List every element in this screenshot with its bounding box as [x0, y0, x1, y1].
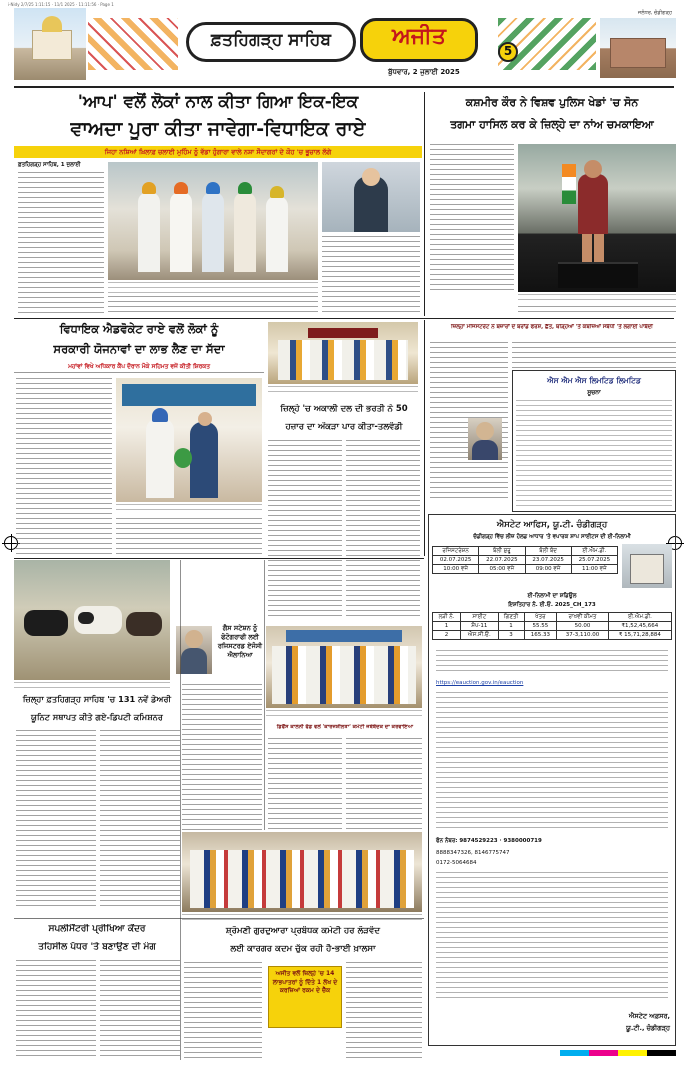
site-header: ਈ.ਐਮ.ਡੀ. — [608, 613, 671, 622]
gas-headline: ਗੈਸ ਸਟੇਸ਼ਨ ਨੂੰ ਫੋਟੋਗਰਾਫੀ ਲਈ ਰਜਿਸਟਰਡ ਏਜੰਸੀ ਐਲਾਨਿਆ — [217, 624, 263, 659]
site-cell: 55.55 — [524, 622, 557, 631]
page-number: 5 — [503, 44, 513, 58]
estate-building-photo — [622, 544, 672, 588]
estate-ad-title: ਐਸਟੇਟ ਆਫਿਸ, ਯੂ.ਟੀ. ਚੰਡੀਗੜ੍ਹ — [496, 520, 608, 530]
kendra-headline-line1: ਸਪਲੀਮੈਂਟਰੀ ਪ੍ਰੀਖਿਆ ਕੇਂਦਰ — [48, 924, 146, 934]
kendra-story-text — [16, 960, 96, 1060]
estate-schedule-table — [432, 546, 618, 574]
table-row — [433, 565, 618, 574]
schedule-header: ਈ.ਐਮ.ਡੀ. — [571, 547, 617, 556]
akali-story-text-2 — [346, 440, 420, 620]
gurdwara-headline-line1: ਸ਼੍ਰੋਮਣੀ ਗੁਰਦੁਆਰਾ ਪ੍ਰਬੰਧਕ ਕਮੇਟੀ ਹਰ ਲੋੜਵੰਦ — [225, 926, 381, 936]
advocate-headline-line1: ਵਿਧਾਇਕ ਐਡਵੋਕੇਟ ਰਾਏ ਵਲੋਂ ਲੋਕਾਂ ਨੂੰ — [59, 322, 219, 336]
schedule-cell: 22.07.2025 — [479, 556, 525, 565]
dairy-story-text — [16, 730, 96, 910]
kashmir-story-text-2 — [518, 306, 676, 316]
table-row — [433, 556, 618, 565]
schedule-cell: 11:00 ਵਜੇ — [571, 565, 617, 574]
aap-portrait-photo — [322, 162, 420, 232]
gurdwara-story-text — [184, 962, 262, 1062]
estate-terms-text-2 — [436, 692, 668, 832]
pull-quote: ਅਜੀਤ ਵਲੋਂ ਜ਼ਿਲ੍ਹੇ 'ਚ 14 ਲਾਭਪਾਤਰਾਂ ਨੂੰ ਦਿੱਤੇ 1 ਲੱਖ ਦੇ ਕਰਜ਼ਿਆਂ ਰਕਮ ਦੇ ਚੈੱਕ — [272, 970, 338, 994]
cows-photo-caption — [14, 682, 170, 690]
schedule-header: ਬੋਲੀ ਸ਼ੁਰੂ — [479, 547, 525, 556]
akali-headline-line1: ਜ਼ਿਲ੍ਹੇ 'ਚ ਅਕਾਲੀ ਦਲ ਦੀ ਭਰਤੀ ਨੇ 50 — [280, 404, 408, 414]
kashmir-medal-photo — [518, 144, 676, 292]
aap-story-text-3 — [322, 236, 420, 314]
estate-phone-2: 0172-5064684 — [436, 860, 477, 866]
estate-ad-sub: ਚੰਡੀਗੜ੍ਹ ਵਿੱਚ ਲੀਜ਼ ਹੋਲਡ ਆਧਾਰ 'ਤੇ ਵਪਾਰਕ ਸ਼ਾਪ ਸਾਈਟਸ ਦੀ ਈ-ਨਿਲਾਮੀ — [473, 534, 631, 540]
advocate-story-text — [16, 378, 112, 558]
estate-terms-text-3 — [436, 872, 668, 1002]
section-title: ਫ਼ਤਹਿਗੜ੍ਹ ਸਾਹਿਬ — [211, 30, 331, 50]
estate-url[interactable]: https://eauction.gov.in/eauction — [436, 680, 524, 686]
estate-terms-text — [436, 650, 668, 674]
estate-sign-1: ਐਸਟੇਟ ਅਫ਼ਸਰ, — [628, 1012, 670, 1020]
masthead-pattern-left — [88, 18, 178, 70]
kendra-story-text-2 — [100, 960, 180, 1060]
masthead — [0, 8, 687, 84]
schedule-cell: 10:00 ਵਜੇ — [433, 565, 479, 574]
dairy-headline-line2: ਯੂਨਿਟ ਸਥਾਪਤ ਕੀਤੇ ਗਏ-ਡਿਪਟੀ ਕਮਿਸ਼ਨਰ — [31, 712, 163, 722]
estate-phone-1: 8888347326, 8146775747 — [436, 850, 510, 856]
mm-ad-sub: ਸੂਚਨਾ — [587, 389, 601, 396]
site-header: ਗਿਣਤੀ — [498, 613, 524, 622]
kashmir-photo-caption — [518, 294, 676, 304]
aap-story-text-2 — [108, 296, 318, 314]
table-row — [433, 547, 618, 556]
table-row — [433, 622, 672, 631]
site-cell: 3 — [498, 631, 524, 640]
site-cell: 2 — [433, 631, 461, 640]
cows-photo — [14, 560, 170, 680]
aap-story-text — [18, 172, 104, 314]
site-cell: ਐਸ.ਸੀ.ਓ. — [461, 631, 498, 640]
color-bar — [560, 1050, 676, 1056]
site-header: ਰਾਖਵੀਂ ਕੀਮਤ — [557, 613, 609, 622]
schedule-cell: 02.07.2025 — [433, 556, 479, 565]
site-cell: 165.33 — [524, 631, 557, 640]
estate-table-title: ਈ-ਨਿਲਾਮੀ ਦਾ ਸ਼ਡਿਊਲ — [527, 593, 577, 599]
aap-group-photo — [108, 162, 318, 280]
site-header: ਸਾਈਟ — [461, 613, 498, 622]
monument-right-image — [600, 18, 676, 78]
mm-ad-text — [516, 400, 672, 508]
gurdwara-headline-line2: ਲਈ ਕਾਰਗਰ ਕਦਮ ਚੁੱਕ ਰਹੀ ਹੈ-ਭਾਈ ਖ਼ਾਲਸਾ — [230, 944, 376, 954]
sowing-story-text-2 — [512, 342, 676, 368]
site-header: ਲੜੀ ਨੰ. — [433, 613, 461, 622]
gurdwara-story-text-2 — [346, 962, 422, 1062]
dairy-story-text-2 — [100, 730, 180, 910]
sowing-headline: ਜ਼ਿਲ੍ਹਾ ਮੈਜਿਸਟਰੇਟ ਨੇ ਬਜ਼ਾਰਾਂ ਦੇ ਬਰਾਂਡ ਫਰਸ਼, ਛੱਤ, ਥੜ੍ਹਿਆਂ 'ਤੇ ਕਬਜ਼ਿਆਂ ਸਬੰਧੀ 'ਤੇ ਲਗਾਈ ਪਾਬੰਦੀ — [451, 324, 653, 330]
sowing-portrait-photo — [468, 418, 502, 460]
akali-headline-line2: ਹਜ਼ਾਰ ਦਾ ਅੰਕੜਾ ਪਾਰ ਕੀਤਾ-ਤਲਵੰਡੀ — [285, 422, 403, 432]
schedule-cell: 25.07.2025 — [571, 556, 617, 565]
site-header: ਖੇਤਰ — [524, 613, 557, 622]
mm-ad-title: ਐਸ ਐਮ ਐਸ ਲਿਮਟਿਡ ਲਿਮਟਿਡ — [547, 376, 641, 385]
akali-story-text — [268, 440, 342, 620]
site-cell: 50.00 — [557, 622, 609, 631]
byline-aap: ਫ਼ਤਹਿਗੜ੍ਹ ਸਾਹਿਬ, 1 ਜੁਲਾਈ — [18, 162, 81, 168]
site-cell: ₹1,52,45,664 — [608, 622, 671, 631]
akali-group-photo — [268, 322, 418, 384]
kashmir-story-text — [430, 144, 514, 292]
print-slug: i-Nidy 2/7/25 1:11:15 · 11/1 2025 · 11:11:56 · Page 1 — [8, 2, 114, 7]
advocate-strap: ਮਹਾਂਵਾਂ ਵਿਖੇ ਅਧਿਕਾਰ ਕੈਂਪ ਦੌਰਾਨ ਮੌਕੇ ਸਹਿਮਤ ਵਜੋਂ ਕੀਤੀ ਸ਼ਿਰਕਤ — [14, 362, 264, 373]
date-line: ਬੁੱਧਵਾਰ, 2 ਜੁਲਾਈ 2025 — [388, 68, 460, 76]
dairy-headline-line1: ਜ਼ਿਲ੍ਹਾ ਫ਼ਤਹਿਗੜ੍ਹ ਸਾਹਿਬ 'ਚ 131 ਨਵੇਂ ਡੇਅਰੀ — [22, 694, 172, 704]
estate-notice: ਇਸ਼ਤਿਹਾਰ ਨੰ. ਈ.ਓ. 2025_CH_173 — [508, 602, 596, 608]
kashmir-headline-line2: ਤਗਮਾ ਹਾਸਿਲ ਕਰ ਕੇ ਜ਼ਿਲ੍ਹੇ ਦਾ ਨਾਂਅ ਚਮਕਾਇਆ — [450, 118, 654, 131]
site-cell: ਸ਼ੋਪ-11 — [461, 622, 498, 631]
kashmir-headline-line1: ਕਸ਼ਮੀਰ ਕੌਰ ਨੇ ਵਿਸ਼ਵ ਪੁਲਿਸ ਖੇਡਾਂ 'ਚ ਸੋਨ — [465, 96, 639, 109]
site-cell: ₹ 15,71,28,884 — [608, 631, 671, 640]
schedule-cell: 09:00 ਵਜੇ — [525, 565, 571, 574]
advocate-headline-line2: ਸਰਕਾਰੀ ਯੋਜਨਾਵਾਂ ਦਾ ਲਾਭ ਲੈਣ ਦਾ ਸੱਦਾ — [53, 342, 225, 356]
estate-contact-line: ਫੋਨ ਨੰਬਰ: 9874529223 · 9380000719 — [436, 838, 542, 844]
paper-name: ਅਜੀਤ — [392, 24, 446, 49]
flood-committee-photo — [266, 626, 422, 708]
kendra-headline-line2: ਤਹਿਸੀਲ ਪੱਧਰ 'ਤੇ ਬਣਾਉਣ ਦੀ ਮੰਗ — [38, 942, 156, 952]
flood-headline: ਡਿਫੈਂਸ ਕਾਲੋਨੀ ਫੰਡ ਵਲੋਂ 'ਕਾਰਜਸ਼ੀਲਤਾ' ਕਮੇਟੀ ਜਥੇਬੰਦਕ ਦਾ ਕਰਵਾਇਆ — [276, 724, 414, 730]
schedule-header: ਬੋਲੀ ਬੰਦ — [525, 547, 571, 556]
gurdwara-committee-photo — [182, 832, 422, 912]
aap-headline-line1: 'ਆਪ' ਵਲੋਂ ਲੋਕਾਂ ਨਾਲ ਕੀਤਾ ਗਿਆ ਇਕ-ਇਕ — [77, 92, 359, 112]
estate-sites-table — [432, 612, 672, 640]
advocate-event-photo — [116, 378, 262, 502]
schedule-cell: 05:00 ਵਜੇ — [479, 565, 525, 574]
estate-sign-2: ਯੂ.ਟੀ., ਚੰਡੀਗੜ੍ਹ — [626, 1024, 670, 1032]
advocate-photo-caption — [116, 504, 262, 514]
gurdwara-left-image — [14, 8, 86, 80]
aap-headline-line2: ਵਾਅਦਾ ਪੂਰਾ ਕੀਤਾ ਜਾਵੇਗਾ-ਵਿਧਾਇਕ ਰਾਏ — [70, 118, 366, 140]
edition-line: ਜਲੰਧਰ, ਚੰਡੀਗੜ੍ਹ — [637, 10, 672, 16]
table-row — [433, 631, 672, 640]
site-cell: 1 — [433, 622, 461, 631]
table-row — [433, 613, 672, 622]
site-cell: 37-3,110.00 — [557, 631, 609, 640]
flood-photo-caption — [266, 710, 422, 718]
schedule-header: ਰਜਿਸਟਰੇਸ਼ਨ — [433, 547, 479, 556]
aap-photo-caption — [108, 282, 318, 294]
aap-strap: ਜਿਹਾ ਨਸ਼ਿਆਂ ਖ਼ਿਲਾਫ਼ ਚਲਾਈ ਮੁਹਿੰਮ ਨੂੰ ਵੱਡਾ ਹੁੰਗਾਰਾ ਵਾਲੇ ਨਸ਼ਾ ਸੌਦਾਗਰਾਂ ਦੇ ਕੋਹ 'ਚ ਭੂਚਾਲ ਲੱਗੇ — [14, 146, 422, 158]
advocate-story-text-2 — [116, 518, 262, 558]
gas-portrait-photo — [176, 626, 212, 674]
akali-photo-caption — [268, 386, 418, 396]
schedule-cell: 23.07.2025 — [525, 556, 571, 565]
site-cell: 1 — [498, 622, 524, 631]
